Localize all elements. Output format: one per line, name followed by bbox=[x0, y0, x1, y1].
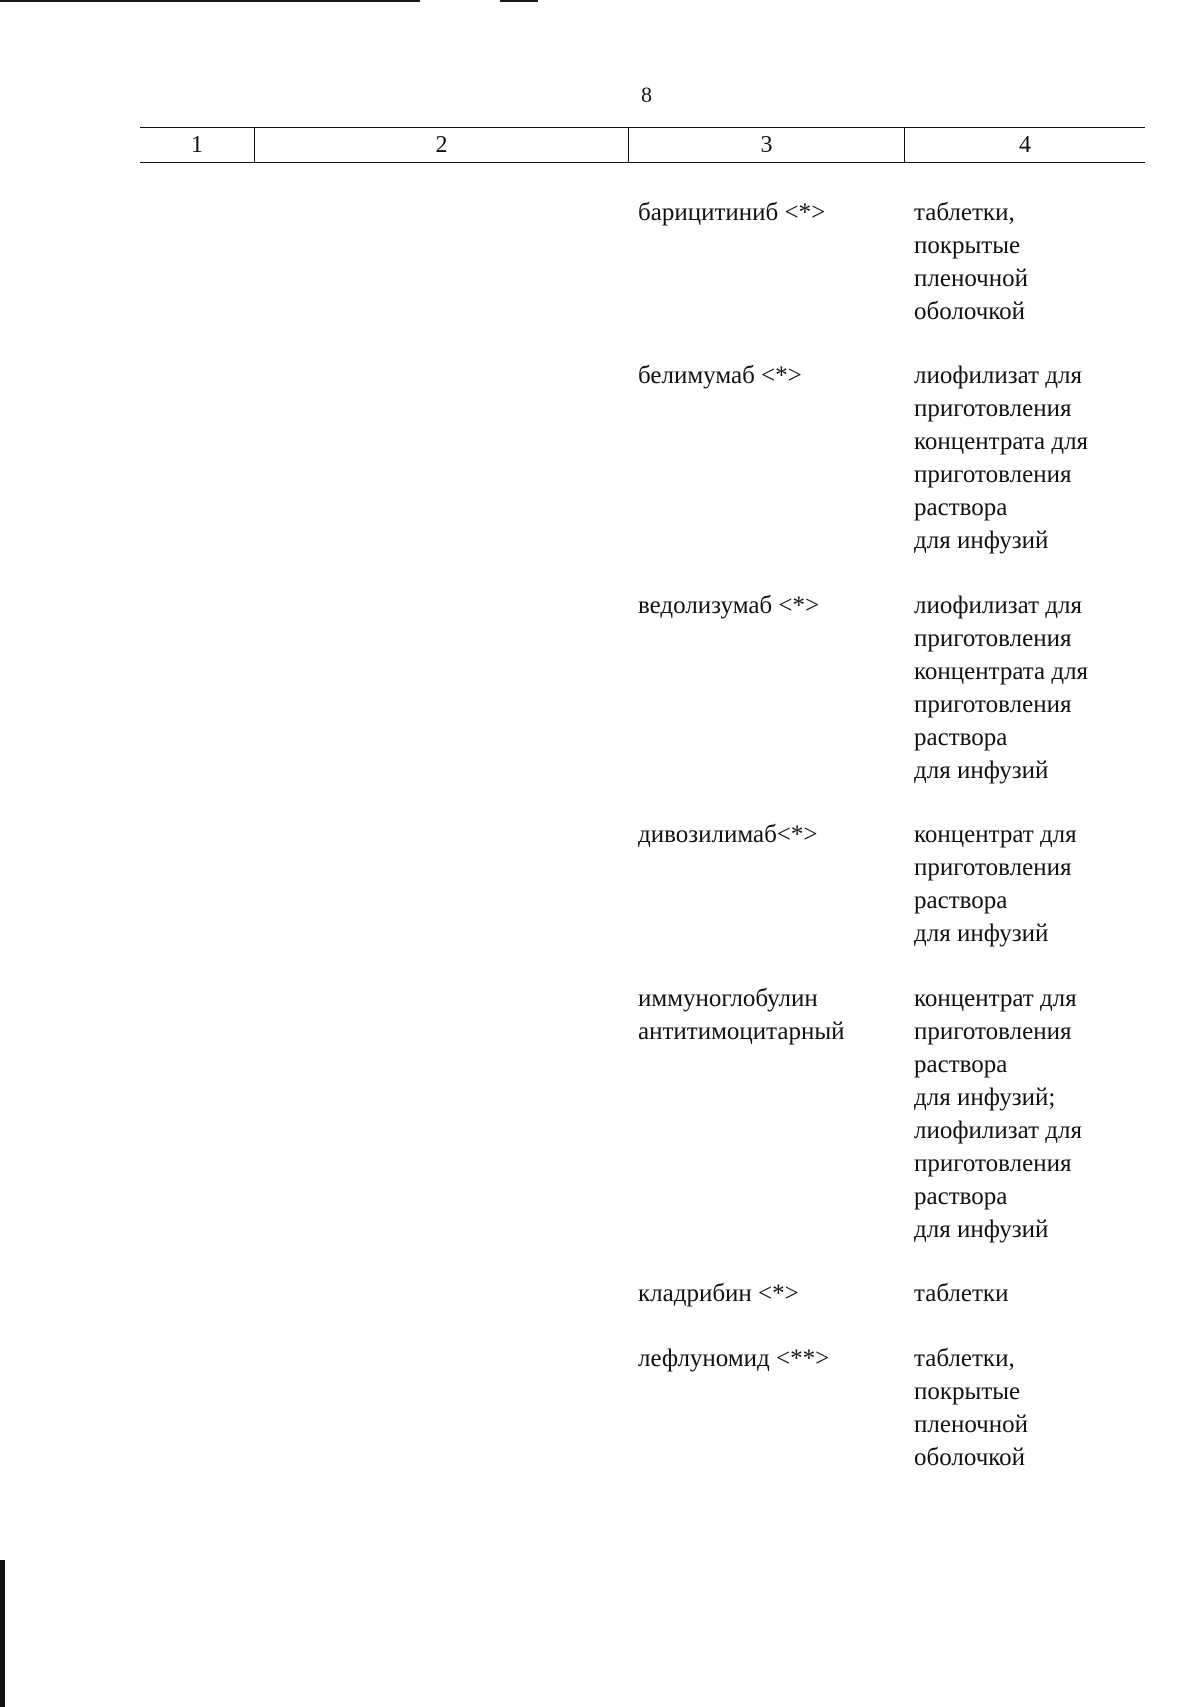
drug-name: иммуноглобулин антитимоцитарный bbox=[638, 985, 845, 1045]
table-header-cell: 2 bbox=[254, 128, 628, 162]
drug-name: кладрибин <*> bbox=[638, 1280, 799, 1307]
drug-name: лефлуномид <**> bbox=[638, 1345, 830, 1372]
dosage-form: таблетки, покрытые пленочной оболочкой bbox=[914, 199, 1029, 325]
scan-artifact-edge bbox=[0, 1560, 5, 1707]
dosage-form: концентрат для приготовления раствора для инфузий; лиофилизат для приготовления раствора для инфузий bbox=[914, 985, 1082, 1243]
table-header-cell: 4 bbox=[904, 128, 1145, 162]
drug-name: барицитиниб <*> bbox=[638, 199, 826, 226]
scan-artifact-line bbox=[500, 0, 538, 2]
dosage-form: лиофилизат для приготовления концентрата для приготовления раствора для инфузий bbox=[914, 592, 1089, 784]
table-header-cell: 1 bbox=[191, 131, 203, 158]
dosage-form: таблетки, покрытые пленочной оболочкой bbox=[914, 1345, 1029, 1471]
drug-name: белимумаб <*> bbox=[638, 362, 802, 389]
dosage-form: концентрат для приготовления раствора для инфузий bbox=[914, 821, 1077, 947]
page-number: 8 bbox=[641, 82, 652, 107]
table-header-row bbox=[140, 127, 1145, 163]
dosage-form: лиофилизат для приготовления концентрата для приготовления раствора для инфузий bbox=[914, 362, 1089, 554]
drug-name: дивозилимаб<*> bbox=[638, 821, 818, 848]
scan-artifact-line bbox=[0, 0, 420, 2]
table-header-cell: 3 bbox=[628, 128, 904, 162]
dosage-form: таблетки bbox=[914, 1280, 1009, 1307]
drug-name: ведолизумаб <*> bbox=[638, 592, 820, 619]
